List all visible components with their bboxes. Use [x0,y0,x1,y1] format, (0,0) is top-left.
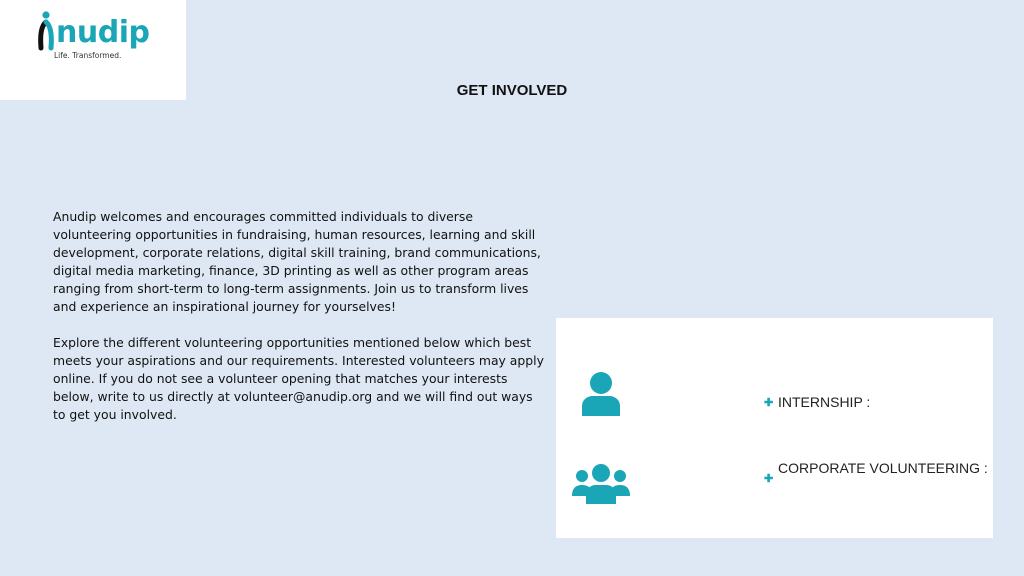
intro-text [53,208,548,442]
corporate-volunteering-label: CORPORATE VOLUNTEERING : [778,460,988,476]
internship-option[interactable] [764,394,978,411]
person-icon [580,370,622,418]
plus-icon: ✚ [764,397,774,409]
corporate-volunteering-option[interactable] [764,460,988,485]
explore-paragraph: Explore the different volunteering opportunities mentioned below which best meets your aspirations and our requirements. Interested volunteers may apply online. If you do not see a volunteer opening that matches your interests below, write to us directly at volunteer@anudip.org and we will find out ways to get you involved. [53,335,544,422]
opportunities-panel [556,318,993,538]
plus-icon: ✚ [764,473,774,485]
internship-label: INTERNSHIP : [778,394,871,410]
logo-wordmark: nudip [56,15,150,50]
logo-tagline: Life. Transformed. [54,51,122,60]
group-icon [572,463,630,505]
intro-paragraph: Anudip welcomes and encourages committed individuals to diverse volunteering opportunities in fundraising, human resources, learning and skill development, corporate relations, digital skill training, brand communications, digital media marketing, finance, 3D printing as well as other program areas ranging from short-term to long-term assignments. Join us to transform lives and experience an inspirational journey for yourselves! [53,209,541,314]
page-title: GET INVOLVED [456,82,568,99]
